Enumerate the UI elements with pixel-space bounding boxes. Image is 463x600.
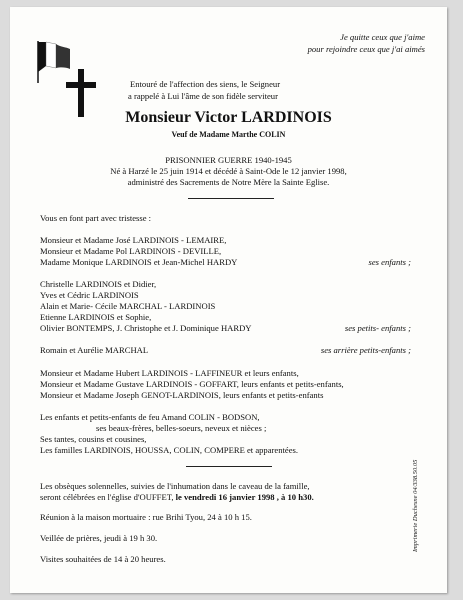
visits-line: Visites souhaitées de 14 à 20 heures. — [40, 554, 166, 564]
grandchild-line: Etienne LARDINOIS et Sophie, — [40, 312, 152, 322]
divider-bottom — [186, 466, 272, 467]
colin-line-4: Les familles LARDINOIS, HOUSSA, COLIN, COMPERE et apparentées. — [40, 445, 299, 455]
funeral-church: seront célébrées en l'église d'OUFFET, — [40, 492, 176, 502]
child-line: Madame Monique LARDINOIS et Jean-Michel HARDY — [40, 257, 238, 267]
colin-line-1: Les enfants et petits-enfants de feu Amand COLIN - BODSON, — [40, 412, 260, 422]
intro-line-2: a rappelé à Lui l'âme de son fidèle serviteur — [128, 91, 278, 101]
child-line: Monsieur et Madame José LARDINOIS - LEMAIRE, — [40, 235, 227, 245]
relative-line: Monsieur et Madame Gustave LARDINOIS - GOFFART, leurs enfants et petits-enfants, — [40, 379, 344, 389]
grandchildren-label: ses petits- enfants ; — [344, 323, 411, 333]
great-grandchildren-label: ses arrière petits-enfants ; — [320, 345, 411, 355]
intro-line-1: Entouré de l'affection des siens, le Seigneur — [130, 79, 281, 89]
relative-line: Monsieur et Madame Joseph GENOT-LARDINOIS, leurs enfants et petits-enfants — [40, 390, 324, 400]
vigil-line: Veillée de prières, jeudi à 19 h 30. — [40, 533, 158, 543]
child-line: Monsieur et Madame Pol LARDINOIS - DEVILLE, — [40, 246, 222, 256]
great-grandchild-line: Romain et Aurélie MARCHAL — [40, 345, 149, 355]
grandchild-line: Yves et Cédric LARDINOIS — [40, 290, 139, 300]
funeral-date: le vendredi 16 janvier 1998 , à 10 h30. — [175, 492, 314, 502]
birth-death-line: Né à Harzé le 25 juin 1914 et décédé à Saint-Ode le 12 janvier 1998, — [110, 166, 347, 176]
meeting-line: Réunion à la maison mortuaire : rue Brihi Tyou, 24 à 10 h 15. — [40, 512, 252, 522]
divider-top — [188, 198, 274, 199]
deceased-name: Monsieur Victor LARDINOIS — [125, 109, 332, 126]
funeral-line-1: Les obsèques solennelles, suivies de l'inhumation dans le caveau de la famille, — [40, 481, 310, 491]
relative-line: Monsieur et Madame Hubert LARDINOIS - LAFFINEUR et leurs enfants, — [40, 368, 299, 378]
colin-line-2: ses beaux-frères, belles-soeurs, neveux et nièces ; — [96, 423, 267, 433]
widower-of: Veuf de Madame Marthe COLIN — [171, 130, 286, 139]
obituary-card — [10, 7, 447, 593]
grandchild-line: Olivier BONTEMPS, J. Christophe et J. Dominique HARDY — [40, 323, 252, 333]
epigraph-line-2: pour rejoindre ceux que j'ai aimés — [307, 44, 425, 54]
announce-line: Vous en font part avec tristesse : — [40, 213, 152, 223]
epigraph-line-1: Je quitte ceux que j'aime — [340, 32, 425, 42]
grandchild-line: Alain et Marie- Cécile MARCHAL - LARDINOIS — [40, 301, 216, 311]
pow-line: PRISONNIER GUERRE 1940-1945 — [165, 155, 292, 165]
printer-imprint: Imprimerie Duchesne 04/338.50.05 — [412, 459, 419, 552]
colin-line-3: Ses tantes, cousins et cousines, — [40, 434, 147, 444]
sacraments-line: administré des Sacrements de Notre Mère la Sainte Eglise. — [127, 177, 330, 187]
grandchild-line: Christelle LARDINOIS et Didier, — [40, 279, 157, 289]
funeral-line-2 — [40, 492, 314, 502]
children-label: ses enfants ; — [368, 257, 411, 267]
